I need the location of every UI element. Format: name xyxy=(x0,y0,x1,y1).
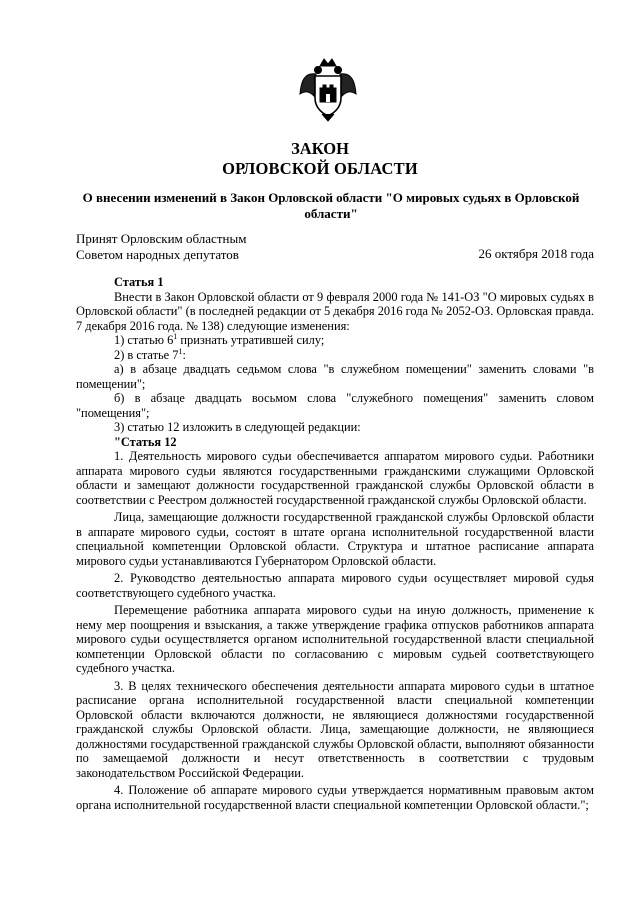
article12-paragraph2: Лица, замещающие должности государственной гражданской службы Орловской области в аппарате мирового судьи, состоят в штате органа исполнительной государственной власти специальной компетенции Орловской области. Структура и штатное расписание аппарата мирового судьи устанавливаются Губернатором Орловской области. xyxy=(76,510,594,568)
adoption-block xyxy=(76,231,246,262)
item2-subitem-a: а) в абзаце двадцать седьмом слова "в служебном помещении" заменить словами "в помещении"; xyxy=(76,362,594,391)
article12-paragraph4: Перемещение работника аппарата мирового судьи на иную должность, применение к нему мер поощрения и взыскания, а также утверждение графика отпусков работников аппарата мирового судьи осуществляется органом исполнительной государственной власти специальной компетенции Орловской области по согласованию с мировым судьей соответствующего судебного участка. xyxy=(76,603,594,675)
item1-text-b: признать утратившей силу; xyxy=(177,333,325,347)
item2-subitem-b: б) в абзаце двадцать восьмом слова "служебного помещения" заменить словом "помещения"; xyxy=(76,391,594,420)
coat-of-arms-emblem xyxy=(298,56,358,122)
article12-paragraph5: 3. В целях технического обеспечения деятельности аппарата мирового судьи в штатное расписание органа исполнительной государственной власти специальной компетенции Орловской области включаются должности, не являющиеся должностями государственной гражданской службы Орловской области. Лица, замещающие должности, не являющиеся должностями государственной гражданской службы Орловской области, выполняют обязанности по замещаемой должности и несут ответственность в соответствии с трудовым законодательством Российской Федерации. xyxy=(76,678,594,780)
law-body xyxy=(76,275,594,812)
adoption-line2: Советом народных депутатов xyxy=(76,246,239,262)
adoption-date: 26 октября 2018 года xyxy=(478,246,594,261)
item1-superscript: 1 xyxy=(173,331,178,341)
article1-heading: Статья 1 xyxy=(114,275,164,289)
item3: 3) статью 12 изложить в следующей редакции: xyxy=(114,420,361,434)
law-subtitle: О внесении изменений в Закон Орловской области "О мировых судьях в Орловской области" xyxy=(82,190,580,221)
region-title: ОРЛОВСКОЙ ОБЛАСТИ xyxy=(222,159,418,178)
item1-text-a: 1) статью 6 xyxy=(114,333,174,347)
law-title: ЗАКОН xyxy=(291,139,349,158)
item1 xyxy=(76,333,594,348)
item2 xyxy=(76,348,594,363)
item2-text-a: 2) в статье 7 xyxy=(114,347,179,362)
article12-paragraph1: 1. Деятельность мирового судьи обеспечивается аппаратом мирового судьи. Работники аппарата мирового судьи являются государственными гражданскими служащими Орловской области и замещают должности государственной гражданской службы Орловской области в соответствии с Реестром должностей государственной гражданской службы Орловской области. xyxy=(76,449,594,507)
intro-paragraph: Внести в Закон Орловской области от 9 февраля 2000 года № 141-ОЗ "О мировых судьях в Орловской области" (в последней редакции от 5 декабря 2016 года № 2052-ОЗ. Орловская правда. 7 декабря 2016 года. № 138) следующие изменения: xyxy=(76,289,594,333)
adoption-line1: Принят Орловским областным xyxy=(76,231,247,246)
article12-heading: "Статья 12 xyxy=(114,434,177,449)
article12-paragraph3: 2. Руководство деятельностью аппарата мирового судьи осуществляет мировой судья соответствующего судебного участка. xyxy=(76,571,594,600)
item2-superscript: 1 xyxy=(178,346,183,356)
item2-text-b: : xyxy=(182,347,186,362)
article12-paragraph6: 4. Положение об аппарате мирового судьи утверждается нормативным правовым актом органа исполнительной государственной власти специальной компетенции Орловской области."; xyxy=(76,783,594,812)
